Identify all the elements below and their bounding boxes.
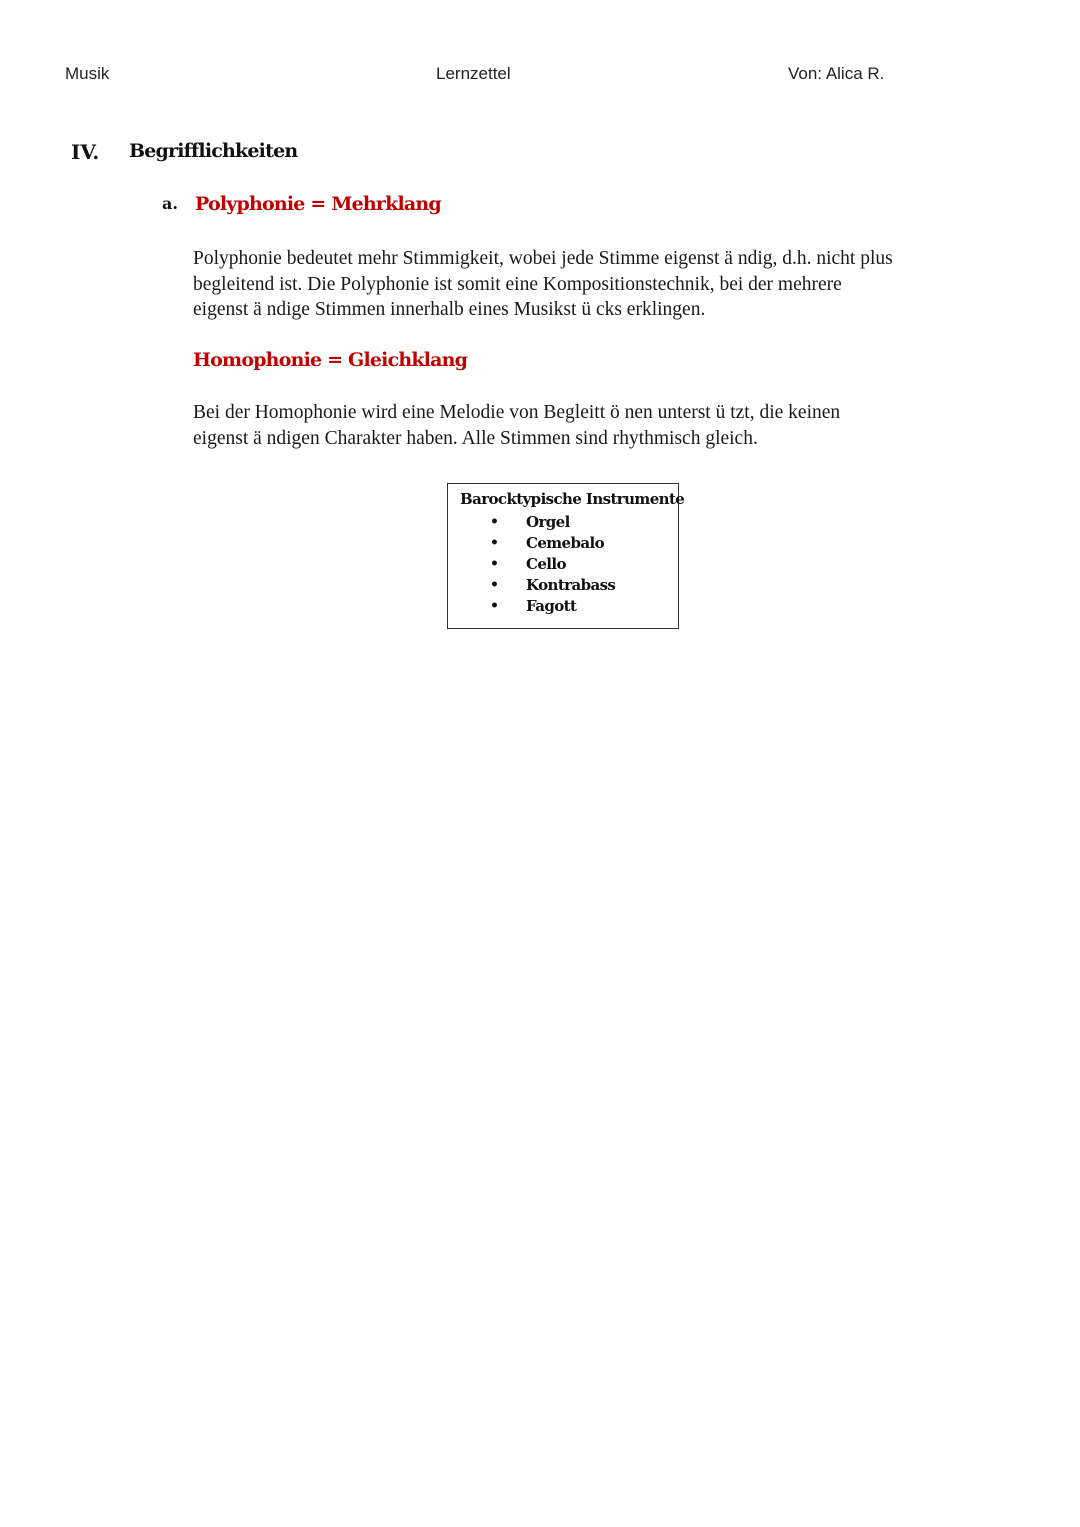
- list-item: [490, 512, 615, 533]
- header-subject: Musik: [65, 64, 110, 83]
- instruments-box: [447, 483, 685, 629]
- homophonie-heading: Homophonie = Gleichklang: [193, 349, 468, 371]
- list-item: [490, 575, 615, 596]
- paragraph-line: Bei der Homophonie wird eine Melodie von Begleitt ö nen unterst ü tzt, die keinen: [193, 402, 841, 423]
- bullet-icon: •: [490, 514, 499, 530]
- list-item: [490, 554, 615, 575]
- polyphonie-heading: Polyphonie = Mehrklang: [195, 193, 441, 215]
- instrument-name: Orgel: [526, 513, 570, 531]
- homophonie-paragraph: [193, 400, 993, 451]
- list-item: [490, 596, 615, 617]
- instruments-box-title: Barocktypische Instrumente: [460, 490, 685, 508]
- instrument-name: Fagott: [526, 597, 577, 615]
- section-number: IV.: [71, 140, 100, 164]
- bullet-icon: •: [490, 598, 499, 614]
- list-marker-a: a.: [162, 194, 178, 213]
- instrument-name: Cello: [526, 555, 566, 573]
- bullet-icon: •: [490, 577, 499, 593]
- header-author: Von: Alica R.: [788, 64, 885, 83]
- paragraph-line: eigenst ä ndigen Charakter haben. Alle Stimmen sind rhythmisch gleich.: [193, 427, 758, 449]
- bullet-icon: •: [490, 535, 499, 551]
- instrument-name: Kontrabass: [526, 576, 616, 594]
- instruments-list: [490, 512, 615, 617]
- instrument-name: Cemebalo: [526, 534, 605, 552]
- paragraph-line: begleitend ist. Die Polyphonie ist somit eine Kompositionstechnik, bei der mehrere: [193, 273, 842, 295]
- paragraph-line: eigenst ä ndige Stimmen innerhalb eines Musikst ü cks erklingen.: [193, 299, 706, 320]
- polyphonie-paragraph: [193, 246, 993, 323]
- section-title: Begrifflichkeiten: [129, 140, 298, 162]
- list-item: [490, 533, 615, 554]
- bullet-icon: •: [490, 556, 499, 572]
- header-doc-type: Lernzettel: [436, 64, 511, 83]
- paragraph-line: Polyphonie bedeutet mehr Stimmigkeit, wobei jede Stimme eigenst ä ndig, d.h. nicht plus: [193, 248, 893, 269]
